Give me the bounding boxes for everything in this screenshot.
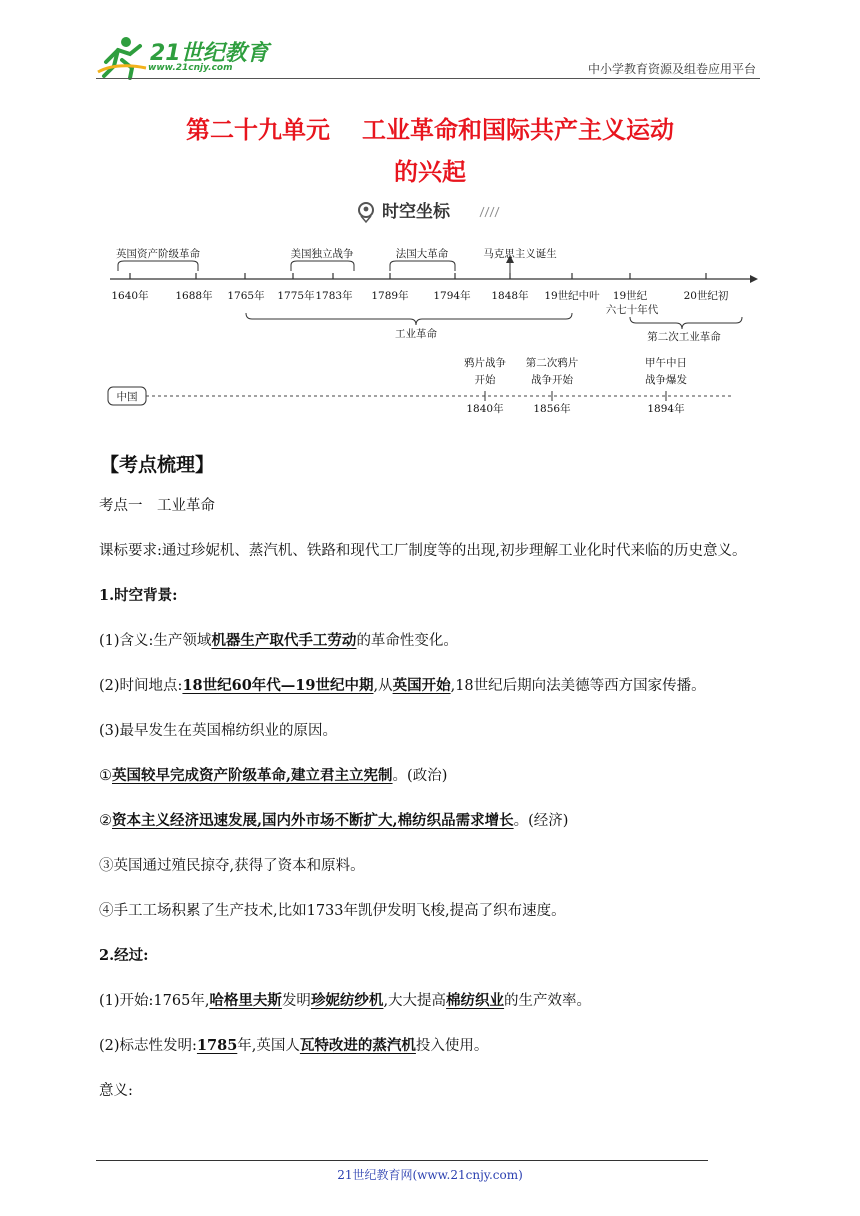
subheading-background: 1.时空背景: bbox=[99, 587, 178, 604]
china-event-line: 战争爆发 bbox=[645, 374, 687, 386]
unit-number: 第二十九单元 bbox=[186, 116, 330, 144]
china-event-line: 战争开始 bbox=[531, 374, 573, 386]
year-label: 1794年 bbox=[433, 290, 471, 302]
curriculum-requirement: 课标要求:通过珍妮机、蒸汽机、铁路和现代工厂制度等的出现,初步理解工业化时代来临的历史意义。 bbox=[99, 543, 747, 559]
reason-technology: ④手工工场积累了生产技术,比如1733年凯伊发明飞梭,提高了织布速度。 bbox=[99, 903, 566, 919]
paragraph-landmark: (2)标志性发明:1785年,英国人瓦特改进的蒸汽机投入使用。 bbox=[99, 1037, 489, 1054]
event-english-revolution: 英国资产阶级革命 bbox=[116, 248, 200, 260]
paragraph-time-place: (2)时间地点:18世纪60年代—19世纪中期,从英国开始,18世纪后期向法美德等西方国家传播。 bbox=[99, 677, 706, 694]
year-label: 1688年 bbox=[175, 290, 213, 302]
hatch-decoration bbox=[480, 207, 499, 217]
header-divider bbox=[96, 78, 760, 79]
paragraph-significance: 意义: bbox=[99, 1083, 133, 1099]
year-label: 1789年 bbox=[371, 290, 409, 302]
reason-political: ①英国较早完成资产阶级革命,建立君主立宪制。(政治) bbox=[99, 767, 448, 784]
event-french-revolution: 法国大革命 bbox=[395, 248, 449, 260]
timeline-diagram bbox=[100, 195, 760, 425]
china-event-line: 开始 bbox=[474, 374, 496, 386]
paragraph-definition: (1)含义:生产领域机器生产取代手工劳动的革命性变化。 bbox=[99, 632, 458, 649]
reason-colonial: ③英国通过殖民掠夺,获得了资本和原料。 bbox=[99, 858, 365, 874]
year-label: 1848年 bbox=[491, 290, 529, 302]
header-platform-text: 中小学教育资源及组卷应用平台 bbox=[587, 62, 756, 76]
event-marxism: 马克思主义诞生 bbox=[483, 248, 557, 260]
year-label: 1640年 bbox=[111, 290, 149, 302]
year-label: 六七十年代 bbox=[605, 304, 659, 316]
china-label: 中国 bbox=[116, 391, 138, 403]
year-label: 19世纪中叶 bbox=[544, 290, 600, 302]
unit-topic: 工业革命和国际共产主义运动 bbox=[362, 116, 674, 144]
page-title-line1 bbox=[0, 110, 860, 145]
event-american-war: 美国独立战争 bbox=[290, 248, 354, 260]
year-label: 1765年 bbox=[227, 290, 265, 302]
china-event-year: 1856年 bbox=[533, 403, 571, 415]
china-event-year: 1894年 bbox=[647, 403, 685, 415]
logo-url: www.21cnjy.com bbox=[148, 63, 233, 73]
paragraph-reasons: (3)最早发生在英国棉纺织业的原因。 bbox=[99, 723, 338, 739]
footer-link[interactable]: 21世纪教育网(www.21cnjy.com) bbox=[337, 1168, 523, 1182]
span-second-industrial-revolution: 第二次工业革命 bbox=[647, 331, 721, 343]
location-pin-icon bbox=[359, 203, 373, 222]
year-label: 1775年 bbox=[277, 290, 315, 302]
subheading-process: 2.经过: bbox=[99, 947, 149, 964]
point-title: 考点一 工业革命 bbox=[99, 498, 215, 514]
page-title-line2: 的兴起 bbox=[394, 158, 466, 186]
year-label: 19世纪 bbox=[612, 290, 648, 302]
footer-divider bbox=[96, 1160, 708, 1161]
china-event-year: 1840年 bbox=[466, 403, 504, 415]
reason-economic: ②资本主义经济迅速发展,国内外市场不断扩大,棉纺织品需求增长。(经济) bbox=[99, 812, 569, 829]
logo-text: 21世纪教育 bbox=[150, 41, 269, 66]
year-label: 1783年 bbox=[315, 290, 353, 302]
china-event-line: 鸦片战争 bbox=[464, 357, 506, 369]
year-label: 20世纪初 bbox=[683, 290, 729, 302]
span-industrial-revolution: 工业革命 bbox=[395, 328, 437, 340]
axis-ticks bbox=[130, 273, 706, 279]
china-event-line: 第二次鸦片 bbox=[525, 357, 579, 369]
section-heading: 【考点梳理】 bbox=[100, 454, 215, 476]
china-event-line: 甲午中日 bbox=[645, 357, 687, 369]
timeline-heading: 时空坐标 bbox=[382, 202, 450, 222]
paragraph-start: (1)开始:1765年,哈格里夫斯发明珍妮纺纱机,大大提高棉纺织业的生产效率。 bbox=[99, 992, 592, 1009]
